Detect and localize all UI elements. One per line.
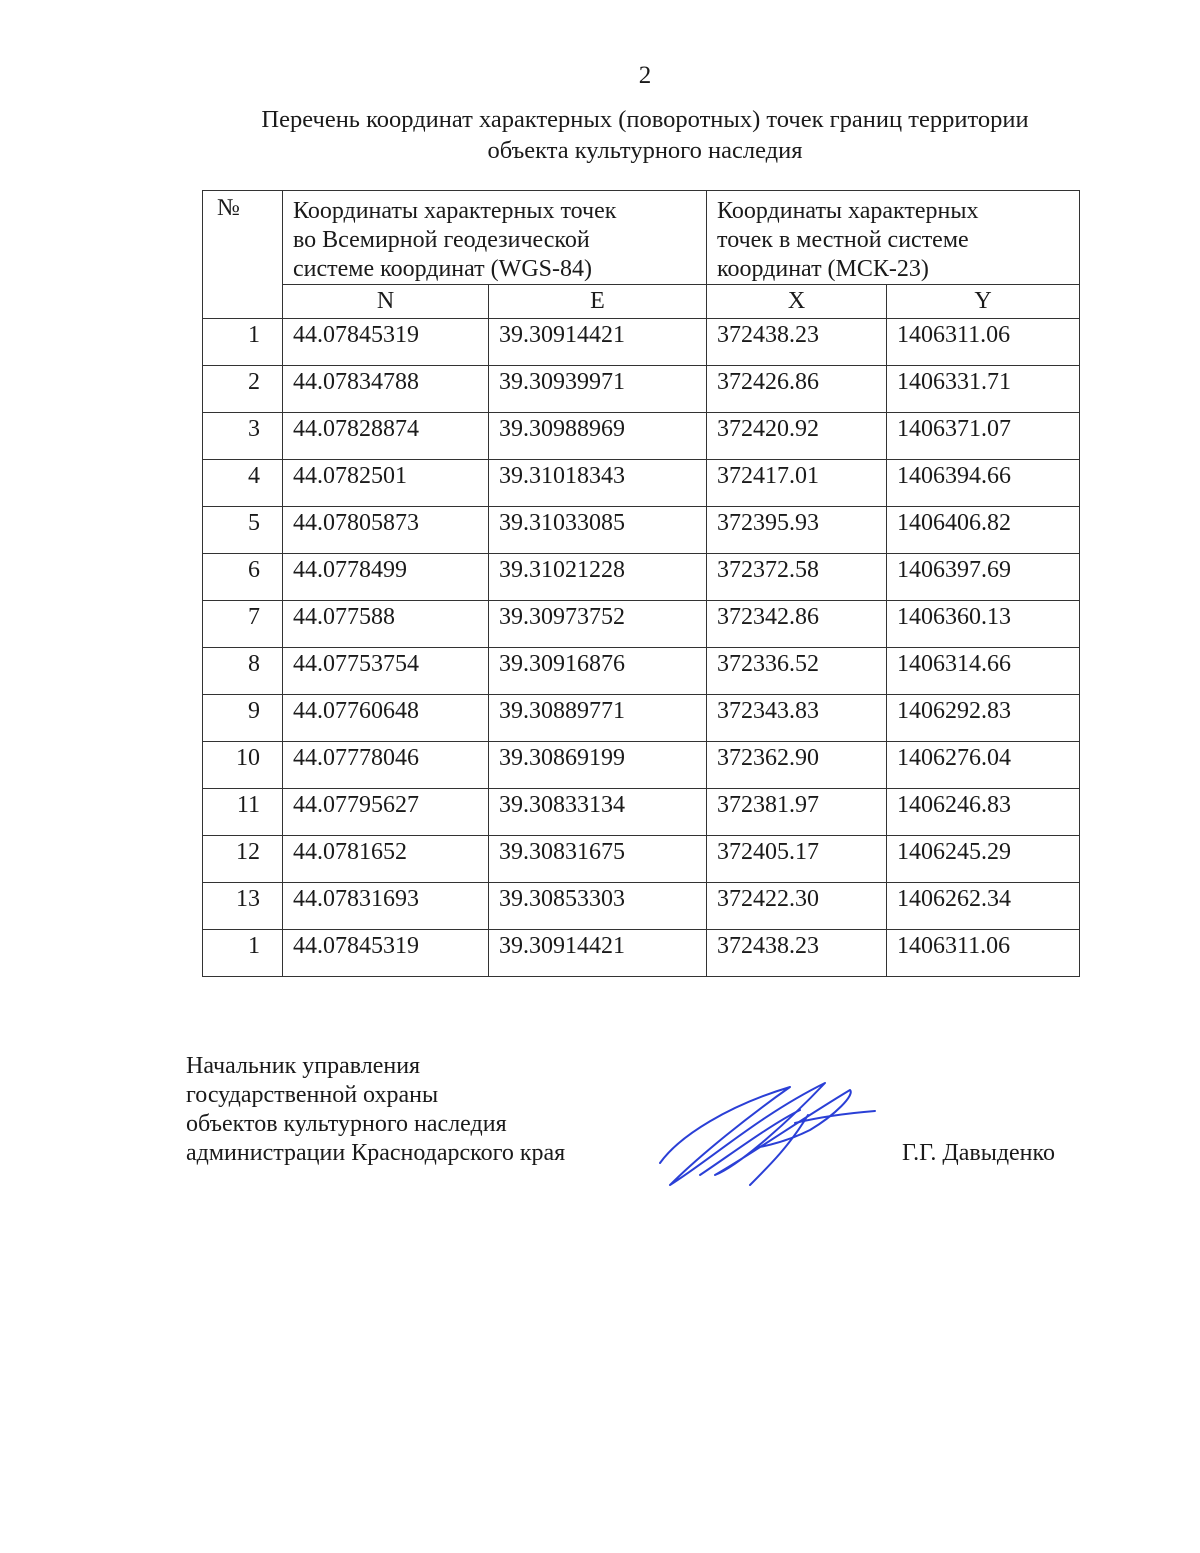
point-number: 13 [203, 883, 283, 930]
header-msk23-line: координат (МСК-23) [717, 256, 929, 282]
longitude-e: 39.30939971 [489, 366, 707, 413]
latitude-n: 44.07845319 [283, 319, 489, 366]
longitude-e: 39.30973752 [489, 601, 707, 648]
point-number: 4 [203, 460, 283, 507]
coordinate-x: 372417.01 [707, 460, 887, 507]
table-row [203, 460, 1080, 507]
table-row [203, 695, 1080, 742]
latitude-n: 44.077588 [283, 601, 489, 648]
latitude-n: 44.07753754 [283, 648, 489, 695]
coordinate-x: 372342.86 [707, 601, 887, 648]
point-number: 7 [203, 601, 283, 648]
coordinate-y: 1406394.66 [887, 460, 1080, 507]
longitude-e: 39.30914421 [489, 930, 707, 977]
coordinate-x: 372336.52 [707, 648, 887, 695]
title-line-1: Перечень координат характерных (поворотных) точек границ территории [261, 106, 1029, 133]
header-wgs84-line: системе координат (WGS-84) [293, 256, 592, 282]
table-row [203, 883, 1080, 930]
latitude-n: 44.07760648 [283, 695, 489, 742]
header-msk23-line: точек в местной системе [717, 227, 969, 253]
coordinate-x: 372426.86 [707, 366, 887, 413]
latitude-n: 44.07778046 [283, 742, 489, 789]
latitude-n: 44.0778499 [283, 554, 489, 601]
coordinate-y: 1406311.06 [887, 930, 1080, 977]
page-number: 2 [638, 62, 652, 89]
position-line: государственной охраны [186, 1082, 439, 1108]
table-row [203, 319, 1080, 366]
table-row [203, 413, 1080, 460]
point-number: 9 [203, 695, 283, 742]
latitude-n: 44.07795627 [283, 789, 489, 836]
point-number: 1 [203, 319, 283, 366]
table-row [203, 601, 1080, 648]
subheader-y: Y [887, 285, 1080, 319]
point-number: 8 [203, 648, 283, 695]
subheader-e: E [489, 285, 707, 319]
position-line: администрации Краснодарского края [186, 1140, 566, 1166]
coordinate-y: 1406397.69 [887, 554, 1080, 601]
header-msk23 [707, 191, 1080, 285]
coordinate-x: 372420.92 [707, 413, 887, 460]
point-number: 10 [203, 742, 283, 789]
header-wgs84-line: Координаты характерных точек [293, 198, 617, 224]
coordinate-y: 1406246.83 [887, 789, 1080, 836]
table-row [203, 930, 1080, 977]
longitude-e: 39.30914421 [489, 319, 707, 366]
table-row [203, 836, 1080, 883]
coordinate-y: 1406371.07 [887, 413, 1080, 460]
latitude-n: 44.07845319 [283, 930, 489, 977]
signatory-position [186, 1052, 565, 1168]
point-number: 6 [203, 554, 283, 601]
coordinate-x: 372343.83 [707, 695, 887, 742]
longitude-e: 39.31018343 [489, 460, 707, 507]
coordinate-x: 372362.90 [707, 742, 887, 789]
position-line: объектов культурного наследия [186, 1111, 507, 1137]
coordinate-x: 372438.23 [707, 930, 887, 977]
header-msk23-line: Координаты характерных [717, 198, 979, 224]
longitude-e: 39.30988969 [489, 413, 707, 460]
longitude-e: 39.30889771 [489, 695, 707, 742]
coordinate-y: 1406360.13 [887, 601, 1080, 648]
table-row [203, 507, 1080, 554]
longitude-e: 39.31021228 [489, 554, 707, 601]
subheader-n: N [283, 285, 489, 319]
coordinate-x: 372422.30 [707, 883, 887, 930]
coordinate-y: 1406292.83 [887, 695, 1080, 742]
table-row [203, 554, 1080, 601]
longitude-e: 39.30833134 [489, 789, 707, 836]
coordinate-x: 372372.58 [707, 554, 887, 601]
latitude-n: 44.07831693 [283, 883, 489, 930]
coordinate-x: 372395.93 [707, 507, 887, 554]
latitude-n: 44.07828874 [283, 413, 489, 460]
latitude-n: 44.07805873 [283, 507, 489, 554]
table-body [203, 319, 1080, 977]
coordinate-y: 1406406.82 [887, 507, 1080, 554]
signer-name: Г.Г. Давыденко [902, 1140, 1055, 1166]
table-header-row [203, 191, 1080, 285]
table-row [203, 366, 1080, 413]
subheader-x: X [707, 285, 887, 319]
coordinate-x: 372381.97 [707, 789, 887, 836]
table-row [203, 742, 1080, 789]
coordinate-y: 1406262.34 [887, 883, 1080, 930]
coordinate-y: 1406314.66 [887, 648, 1080, 695]
latitude-n: 44.07834788 [283, 366, 489, 413]
coordinate-y: 1406311.06 [887, 319, 1080, 366]
point-number: 2 [203, 366, 283, 413]
point-number: 3 [203, 413, 283, 460]
header-number: № [203, 191, 283, 319]
point-number: 11 [203, 789, 283, 836]
coordinates-table [202, 190, 1080, 977]
header-wgs84 [283, 191, 707, 285]
table-row [203, 789, 1080, 836]
coordinate-x: 372438.23 [707, 319, 887, 366]
table-row [203, 648, 1080, 695]
latitude-n: 44.0782501 [283, 460, 489, 507]
point-number: 12 [203, 836, 283, 883]
handwritten-signature [640, 1075, 890, 1200]
coordinate-y: 1406245.29 [887, 836, 1080, 883]
coordinate-y: 1406276.04 [887, 742, 1080, 789]
longitude-e: 39.30869199 [489, 742, 707, 789]
point-number: 5 [203, 507, 283, 554]
coordinate-y: 1406331.71 [887, 366, 1080, 413]
point-number: 1 [203, 930, 283, 977]
longitude-e: 39.30831675 [489, 836, 707, 883]
document-title [200, 104, 1090, 166]
position-line: Начальник управления [186, 1053, 421, 1079]
latitude-n: 44.0781652 [283, 836, 489, 883]
longitude-e: 39.30853303 [489, 883, 707, 930]
header-wgs84-line: во Всемирной геодезической [293, 227, 590, 253]
coordinate-x: 372405.17 [707, 836, 887, 883]
table-subheader-row [203, 285, 1080, 319]
longitude-e: 39.30916876 [489, 648, 707, 695]
longitude-e: 39.31033085 [489, 507, 707, 554]
title-line-2: объекта культурного наследия [487, 137, 803, 164]
